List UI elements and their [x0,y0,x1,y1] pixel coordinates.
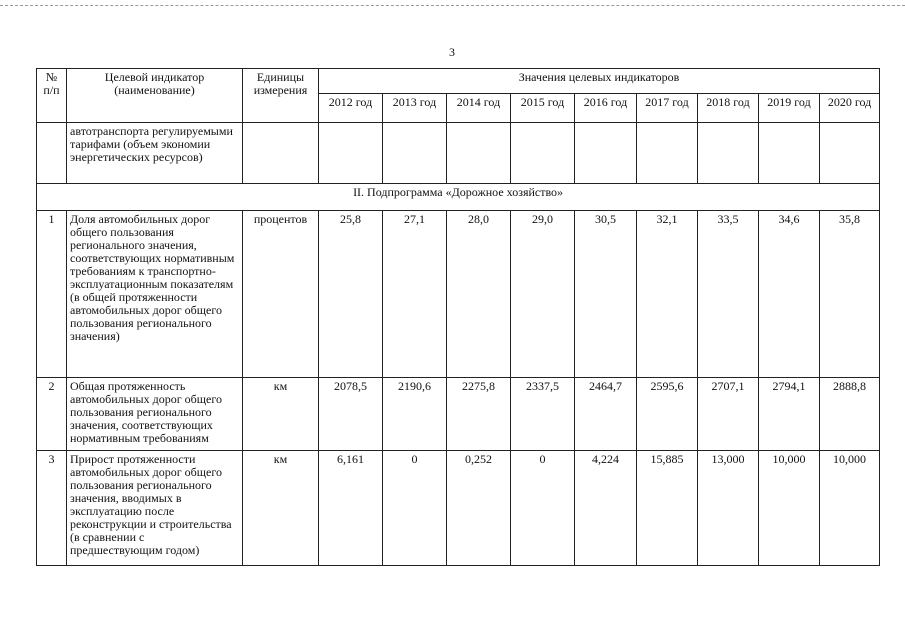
header-unit: Единицы измерения [243,69,319,123]
header-year: 2020 год [820,94,880,123]
row-value: 35,8 [820,211,880,378]
row-indicator: Прирост протяженности автомобильных дорог общего пользования регионального значения, вводимых в эксплуатацию после реконструкции и строительства (в сравнении с предшествующим годом) [67,451,243,566]
row-value: 27,1 [383,211,447,378]
row-value: 10,000 [820,451,880,566]
header-year: 2019 год [759,94,820,123]
row-value: 28,0 [447,211,511,378]
row-value: 0 [383,451,447,566]
row-unit: процентов [243,211,319,378]
row-value: 2190,6 [383,378,447,451]
row-indicator: Доля автомобильных дорог общего пользования регионального значения, соответствующих нормативным требованиям к транспортно-эксплуатационным показателям (в общей протяженности автомобильных дорог общего пользования регионального значения) [67,211,243,378]
header-indicator: Целевой индикатор (наименование) [67,69,243,123]
row-num: 1 [37,211,67,378]
row-value: 33,5 [698,211,759,378]
header-year: 2014 год [447,94,511,123]
page-number: 3 [449,45,455,59]
row-value [759,123,820,184]
row-unit: км [243,378,319,451]
row-value [575,123,637,184]
row-value: 30,5 [575,211,637,378]
table-row [37,378,880,451]
row-value: 34,6 [759,211,820,378]
row-value: 32,1 [637,211,698,378]
header-year: 2017 год [637,94,698,123]
table-row [37,451,880,566]
table-row-continuation [37,123,880,184]
header-row [37,69,880,94]
target-indicators-table [36,68,880,566]
header-year: 2012 год [319,94,383,123]
row-unit: км [243,451,319,566]
row-unit [243,123,319,184]
row-value: 2275,8 [447,378,511,451]
header-values: Значения целевых индикаторов [319,69,880,94]
row-value: 2337,5 [511,378,575,451]
row-value: 13,000 [698,451,759,566]
row-value: 2078,5 [319,378,383,451]
row-num: 2 [37,378,67,451]
row-value: 4,224 [575,451,637,566]
header-year: 2018 год [698,94,759,123]
row-value [698,123,759,184]
header-num: № п/п [37,69,67,123]
row-value: 0 [511,451,575,566]
row-value: 2707,1 [698,378,759,451]
table-row [37,211,880,378]
row-value [820,123,880,184]
row-num: 3 [37,451,67,566]
row-value: 0,252 [447,451,511,566]
row-value [383,123,447,184]
row-indicator: автотранспорта регулируемыми тарифами (объем экономии энергетических ресурсов) [67,123,243,184]
row-value: 2464,7 [575,378,637,451]
row-value: 2794,1 [759,378,820,451]
row-value: 2888,8 [820,378,880,451]
row-value [319,123,383,184]
row-indicator: Общая протяженность автомобильных дорог общего пользования регионального значения, соответствующих нормативным требованиям [67,378,243,451]
row-value: 6,161 [319,451,383,566]
row-value: 25,8 [319,211,383,378]
scan-top-rule [0,5,905,6]
section-row [37,184,880,211]
row-value: 2595,6 [637,378,698,451]
row-value [637,123,698,184]
row-num [37,123,67,184]
section-title: II. Подпрограмма «Дорожное хозяйство» [37,184,880,211]
row-value: 29,0 [511,211,575,378]
header-year: 2015 год [511,94,575,123]
header-year: 2016 год [575,94,637,123]
row-value [447,123,511,184]
row-value: 10,000 [759,451,820,566]
header-year: 2013 год [383,94,447,123]
row-value: 15,885 [637,451,698,566]
row-value [511,123,575,184]
